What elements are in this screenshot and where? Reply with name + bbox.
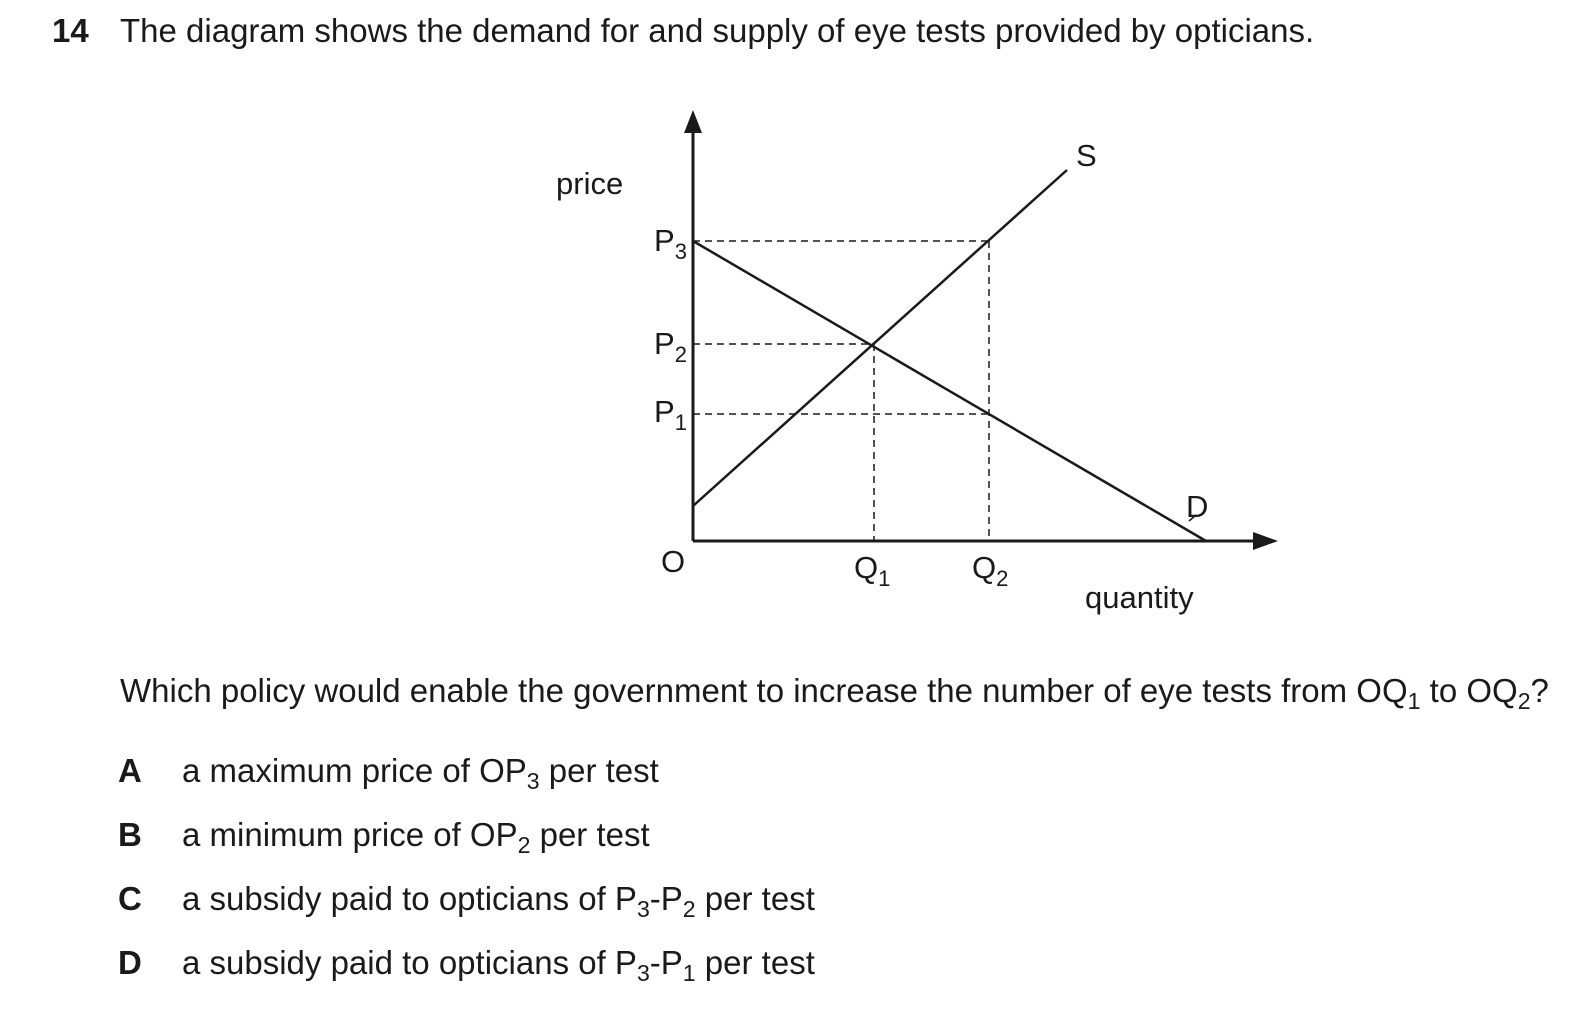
origin-label: O xyxy=(661,544,686,579)
option-text: a subsidy paid to opticians of $P_3-P_1$ per test xyxy=(182,944,815,986)
p1-label: $P_1$ xyxy=(654,394,687,435)
option-letter: D xyxy=(118,944,142,981)
question-number: 14 xyxy=(52,12,89,49)
question-text: The diagram shows the demand for and supply of eye tests provided by opticians. xyxy=(120,12,1315,49)
x-axis-arrowhead xyxy=(1253,532,1278,550)
option-d[interactable] xyxy=(118,944,815,986)
q2-label: $Q_2$ xyxy=(972,550,1009,591)
demand-curve xyxy=(693,241,1209,541)
y-axis-label: price xyxy=(556,166,624,201)
option-letter: C xyxy=(118,880,142,917)
option-b[interactable] xyxy=(118,816,650,858)
supply-curve-label: S xyxy=(1076,138,1097,173)
option-a[interactable] xyxy=(118,752,659,794)
p3-label: $P_3$ xyxy=(654,223,687,264)
p2-label: $P_2$ xyxy=(654,326,687,367)
option-text: a subsidy paid to opticians of $P_3-P_2$ per test xyxy=(182,880,815,922)
question-stem: Which policy would enable the government to increase the number of eye tests from $OQ_1$ to $OQ_2$? xyxy=(120,672,1549,714)
demand-curve-label: D xyxy=(1186,489,1209,524)
y-axis-arrowhead xyxy=(684,110,702,133)
option-c[interactable] xyxy=(118,880,815,922)
option-text: a maximum price of $OP_3$ per test xyxy=(182,752,659,794)
supply-curve xyxy=(693,170,1067,506)
option-letter: B xyxy=(118,816,142,853)
option-letter: A xyxy=(118,752,142,789)
x-axis-label: quantity xyxy=(1085,580,1194,615)
q1-label: $Q_1$ xyxy=(854,550,891,591)
option-text: a minimum price of $OP_2$ per test xyxy=(182,816,650,858)
